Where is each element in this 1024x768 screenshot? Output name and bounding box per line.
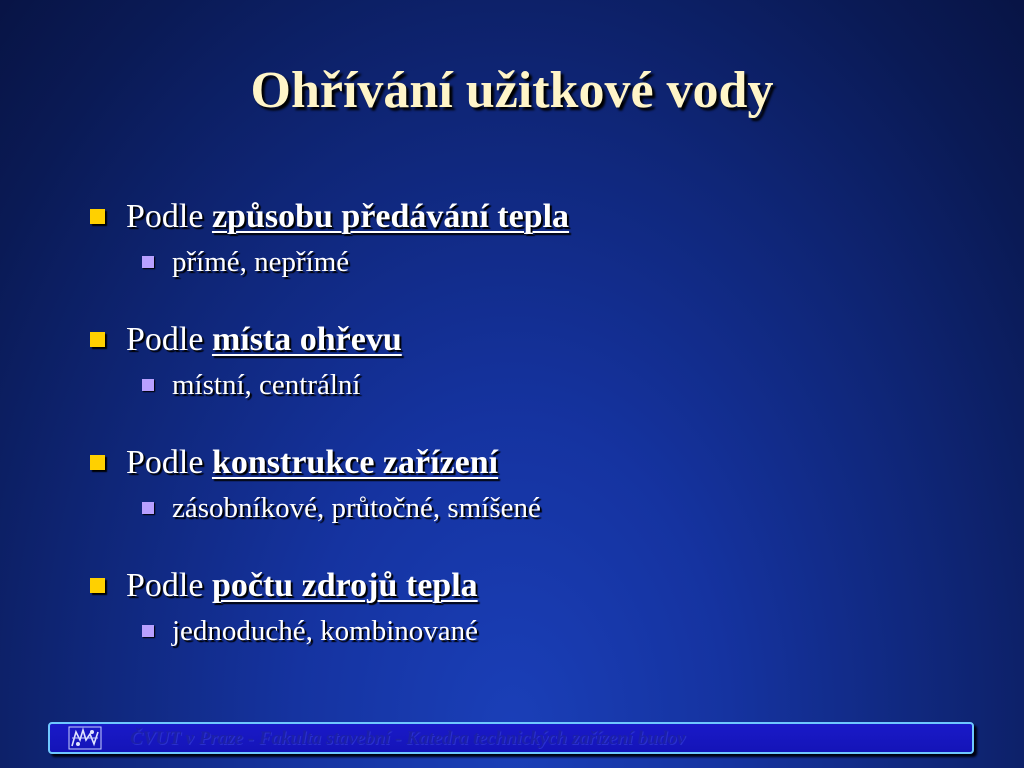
sub-bullet-text: jednoduché, kombinované [172,615,479,647]
square-sub-bullet-icon [142,256,154,268]
bullet-emphasis: způsobu předávání tepla [211,198,570,235]
square-bullet-icon [90,209,105,224]
bullet-prefix: Podle [126,321,204,358]
square-sub-bullet-icon [142,625,154,637]
square-bullet-icon [90,455,105,470]
bullet-prefix: Podle [126,567,204,604]
square-sub-bullet-icon [142,379,154,391]
sub-bullet-item [88,365,968,438]
bullet-item [88,192,968,242]
sub-bullet-text: místní, centrální [172,369,361,401]
square-sub-bullet-icon [142,502,154,514]
slide-title: Ohřívání užitkové vody [250,62,774,119]
bullet-emphasis: počtu zdrojů tepla [211,567,478,604]
square-bullet-icon [90,578,105,593]
bullet-prefix: Podle [126,198,204,235]
bullet-emphasis: místa ohřevu [211,321,402,358]
sub-bullet-text: přímé, nepřímé [172,246,350,278]
bullet-item [88,561,968,611]
sub-bullet-item [88,242,968,315]
sub-bullet-text: zásobníkové, průtočné, smíšené [172,492,541,524]
bullet-item [88,315,968,365]
bullet-list [88,192,968,684]
sub-bullet-item [88,488,968,561]
bullet-emphasis: konstrukce zařízení [211,444,499,481]
footer-bar [48,722,974,754]
square-bullet-icon [90,332,105,347]
university-logo-icon [68,726,102,750]
bullet-prefix: Podle [126,444,204,481]
bullet-item [88,438,968,488]
sub-bullet-item [88,611,968,684]
footer-text: ČVUT v Praze - Fakulta stavební - Katedra technických zařízení budov [130,728,686,749]
